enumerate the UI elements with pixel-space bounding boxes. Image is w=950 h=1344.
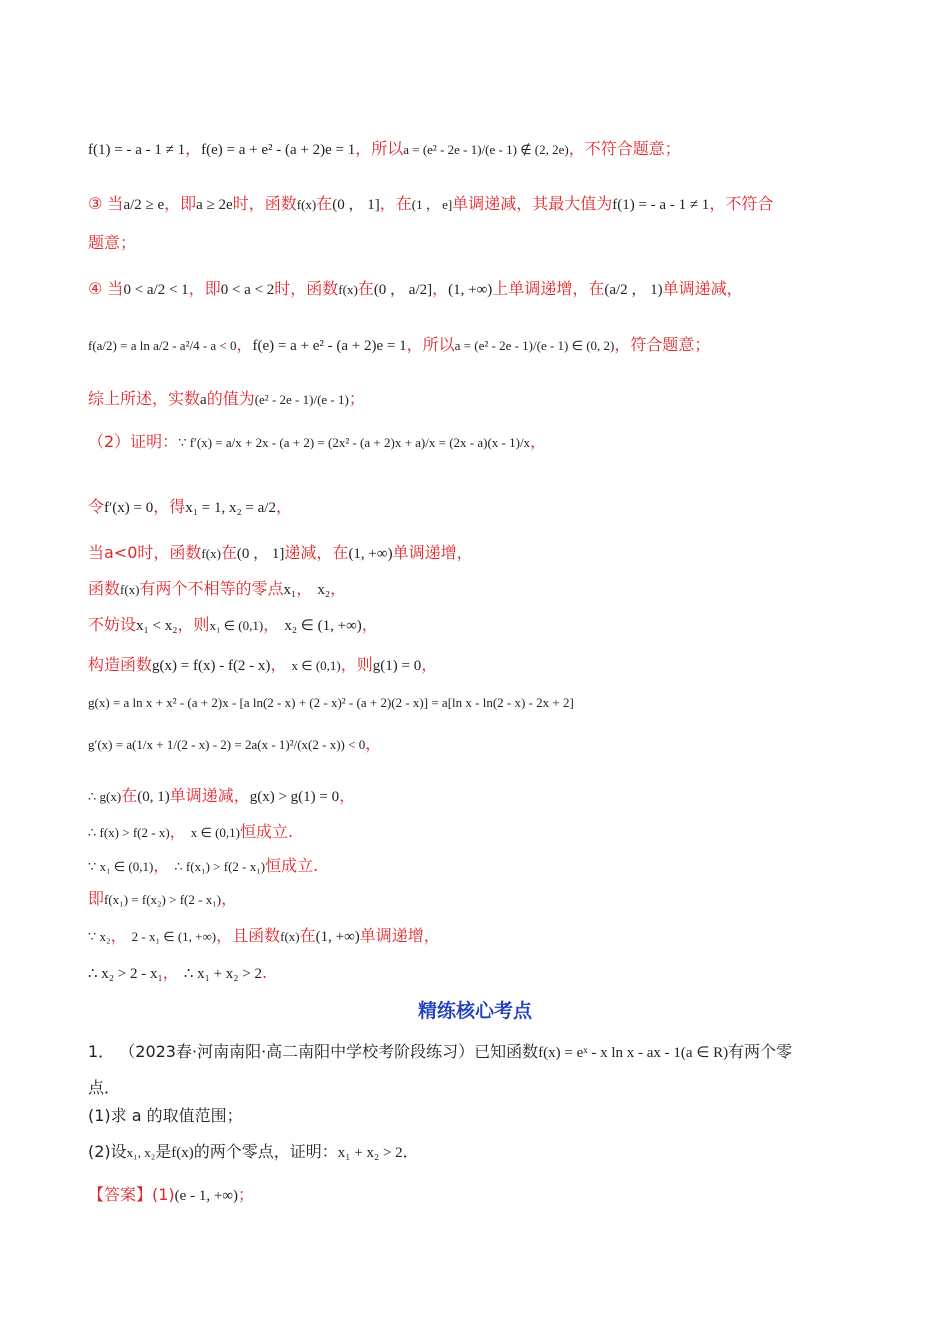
question-line xyxy=(88,1105,243,1127)
text-segment: 1． （2023春·河南南阳·高二南阳中学校考阶段练习）已知函数 xyxy=(88,1042,539,1061)
math-expression: (1 ， e] xyxy=(411,197,453,212)
math-expression: f(x) = eˣ - x ln x - ax - 1(a ∈ R) xyxy=(538,1045,729,1061)
text-segment: 上单调递增，在 xyxy=(492,279,605,298)
text-segment: . xyxy=(261,963,268,982)
math-expression: f(a/2) = a ln a/2 - a²/4 - a < 0 xyxy=(88,338,237,353)
text-segment: 函数 xyxy=(88,579,121,598)
text-segment: ， xyxy=(162,963,184,982)
text-segment: ， xyxy=(270,655,292,674)
text-segment: ③ 当 xyxy=(88,194,124,213)
solution-line xyxy=(88,232,136,254)
solution-line xyxy=(88,888,237,911)
question-line xyxy=(88,1141,419,1164)
math-expression: a = (e² - 2e - 1)/(e - 1) ∈ (0, 2) xyxy=(454,338,615,353)
math-expression: a xyxy=(200,392,207,408)
math-expression: x ∈ (0,1) xyxy=(190,825,240,840)
math-expression: x₁ + x₂ > 2 xyxy=(337,1145,403,1161)
math-expression: f(x) xyxy=(338,282,358,297)
math-expression: g(x) > g(1) = 0 xyxy=(249,789,340,805)
text-segment: ， xyxy=(221,889,238,908)
text-segment: 时，函数 xyxy=(232,194,297,213)
text-segment: ，在 xyxy=(379,194,412,213)
text-segment: 不妨设 xyxy=(88,615,137,634)
text-segment: ， xyxy=(236,335,253,354)
text-segment: 当a<0时，函数 xyxy=(88,543,202,562)
text-segment: 递减，在 xyxy=(284,543,349,562)
question-line xyxy=(88,1184,254,1207)
text-segment: ， xyxy=(110,926,132,945)
math-expression: ∴ x₂ > 2 - x₁ xyxy=(88,966,163,982)
math-expression: 0 < a/2 < 1 xyxy=(123,282,189,298)
math-expression: (a/2 ， 1) xyxy=(604,282,663,298)
solution-line xyxy=(88,542,473,565)
solution-line xyxy=(88,654,437,677)
text-segment: 恒成立. xyxy=(239,822,294,841)
text-segment: ； xyxy=(237,1185,254,1204)
text-segment: ， xyxy=(530,432,547,451)
math-expression: (e² - 2e - 1)/(e - 1) xyxy=(254,392,349,407)
math-expression: (1, +∞) xyxy=(315,929,360,945)
math-expression: f(x) xyxy=(120,582,140,597)
text-segment: ， xyxy=(421,655,438,674)
math-expression: (0, 1) xyxy=(137,789,170,805)
text-segment: ，即 xyxy=(164,194,197,213)
text-segment: 的两个零点，证明： xyxy=(193,1142,338,1161)
solution-line xyxy=(88,614,378,637)
text-segment: 在 xyxy=(316,194,333,213)
text-segment: 单调递增， xyxy=(392,543,473,562)
text-segment: （2）证明： xyxy=(88,432,179,451)
solution-line xyxy=(88,278,743,301)
math-expression: ∴ f(x₁) > f(2 - x₁) xyxy=(174,859,266,874)
text-segment: ， xyxy=(263,615,285,634)
text-segment: 的值为 xyxy=(206,389,255,408)
math-expression: ∴ f(x) > f(2 - x) xyxy=(88,825,170,840)
solution-line xyxy=(88,821,293,844)
solution-line xyxy=(88,925,440,948)
solution-line xyxy=(88,733,381,756)
solution-line xyxy=(88,496,292,519)
math-expression: g(x) = a ln x + x² - (a + 2)x - [a ln(2 - x) + (2 - x)² - (a + 2)(2 - x)] = a[ln x - ln(2 - x) - 2x + 2] xyxy=(88,695,574,710)
text-segment: 即 xyxy=(88,889,105,908)
text-segment: ，符合题意； xyxy=(614,335,711,354)
math-expression: x₁ ∈ (0,1) xyxy=(209,618,264,633)
text-segment: ， xyxy=(185,139,202,158)
text-segment: ，所以 xyxy=(355,139,404,158)
math-expression: ∵ x₁ ∈ (0,1) xyxy=(88,859,154,874)
math-expression: f(x) xyxy=(171,1145,194,1161)
math-expression: f(1) = - a - 1 ≠ 1 xyxy=(612,197,710,213)
math-expression: f(1) = - a - 1 ≠ 1 xyxy=(88,142,186,158)
text-segment: 在 xyxy=(121,786,138,805)
text-segment: 有两个不相等的零点 xyxy=(139,579,284,598)
math-expression: x₁, x₂ xyxy=(126,1145,156,1160)
math-expression: f(x₁) = f(x₂) > f(2 - x₁) xyxy=(104,892,222,907)
section-title: 精练核心考点 xyxy=(417,1000,532,1022)
text-segment: ，所以 xyxy=(406,335,455,354)
question-line xyxy=(88,1041,792,1064)
math-expression: (0 ， 1] xyxy=(236,546,285,562)
math-expression: g(x) = f(x) - f(2 - x) xyxy=(152,658,271,674)
text-segment: ，即 xyxy=(188,279,221,298)
math-expression: (1, +∞) xyxy=(448,282,493,298)
text-segment: 在 xyxy=(299,926,316,945)
math-expression: ∴ x₁ + x₂ > 2 xyxy=(183,966,262,982)
solution-line xyxy=(88,691,574,714)
math-expression: a ≥ 2e xyxy=(196,197,233,213)
text-segment: 是 xyxy=(155,1142,172,1161)
math-expression: x₂ ∈ (1, +∞) xyxy=(284,618,362,634)
text-segment: 单调递增， xyxy=(359,926,440,945)
math-expression: g′(x) = a(1/x + 1/(2 - x) - 2) = 2a(x - 1)²/(x(2 - x)) < 0 xyxy=(88,737,366,752)
math-expression: f(x) xyxy=(296,197,317,212)
solution-line xyxy=(88,193,773,216)
text-segment: ． xyxy=(402,1142,419,1161)
solution-line xyxy=(88,431,546,454)
text-segment: ， xyxy=(432,279,449,298)
text-segment: ， xyxy=(330,579,347,598)
math-expression: (1, +∞) xyxy=(348,546,393,562)
math-expression: a = (e² - 2e - 1)/(e - 1) ∉ (2, 2e) xyxy=(403,142,569,157)
math-expression: x₁ = 1, x₂ = a/2 xyxy=(185,500,276,516)
text-segment: 有两个零 xyxy=(728,1042,793,1061)
text-segment: (1)求 a 的取值范围； xyxy=(88,1106,243,1125)
text-segment: ， xyxy=(361,615,378,634)
math-expression: x₂ xyxy=(317,582,331,598)
question-line xyxy=(88,1077,120,1099)
text-segment: 综上所述，实数 xyxy=(88,389,201,408)
solution-line xyxy=(88,138,681,161)
solution-line xyxy=(88,388,365,411)
math-expression: 0 < a < 2 xyxy=(220,282,275,298)
text-segment: 时，函数 xyxy=(274,279,339,298)
math-expression: f(e) = a + e² - (a + 2)e = 1 xyxy=(201,142,356,158)
text-segment: 单调递减， xyxy=(662,279,743,298)
math-expression: x₁ xyxy=(283,582,297,598)
solution-line xyxy=(88,578,346,601)
text-segment: 单调递减，其最大值为 xyxy=(452,194,613,213)
math-expression: ∵ x₂ xyxy=(88,929,111,944)
math-expression: (0 ， a/2] xyxy=(373,282,433,298)
text-segment: ； xyxy=(348,389,365,408)
text-segment: ， xyxy=(365,734,382,753)
solution-line xyxy=(88,334,710,357)
text-segment: 在 xyxy=(220,543,237,562)
solution-line xyxy=(88,962,267,985)
text-segment: 令 xyxy=(88,497,105,516)
solution-line xyxy=(88,855,318,878)
text-segment: 题意； xyxy=(88,233,137,252)
text-segment: 【答案】(1) xyxy=(88,1185,175,1204)
text-segment: ，得 xyxy=(153,497,186,516)
math-expression: 2 - x₁ ∈ (1, +∞) xyxy=(131,929,217,944)
math-expression: f′(x) = 0 xyxy=(104,500,154,516)
text-segment: ，不符合 xyxy=(709,194,774,213)
text-segment: 在 xyxy=(357,279,374,298)
text-segment: ，且函数 xyxy=(216,926,281,945)
math-expression: f(e) = a + e² - (a + 2)e = 1 xyxy=(252,338,407,354)
text-segment: ， xyxy=(296,579,318,598)
math-expression: f(x) xyxy=(280,929,300,944)
text-segment: ，则 xyxy=(340,655,373,674)
math-expression: x₁ < x₂ xyxy=(136,618,178,634)
solution-line xyxy=(88,785,355,808)
math-expression: g(1) = 0 xyxy=(372,658,422,674)
math-expression: ∴ g(x) xyxy=(88,789,122,804)
math-expression: (0 ， 1] xyxy=(332,197,380,213)
text-segment: (2)设 xyxy=(88,1142,127,1161)
text-segment: ， xyxy=(169,822,191,841)
text-segment: ， xyxy=(153,856,175,875)
text-segment: ，则 xyxy=(177,615,210,634)
math-expression: f(x) xyxy=(201,546,221,561)
text-segment: ， xyxy=(275,497,292,516)
text-segment: 恒成立. xyxy=(265,856,319,875)
text-segment: ④ 当 xyxy=(88,279,124,298)
text-segment: 点． xyxy=(88,1078,121,1097)
math-expression: a/2 ≥ e xyxy=(123,197,165,213)
text-segment: 构造函数 xyxy=(88,655,153,674)
math-expression: (e - 1, +∞) xyxy=(174,1188,238,1204)
math-expression: x ∈ (0,1) xyxy=(291,658,341,673)
text-segment: 单调递减， xyxy=(169,786,250,805)
math-expression: ∵ f′(x) = a/x + 2x - (a + 2) = (2x² - (a + 2)x + a)/x = (2x - a)(x - 1)/x xyxy=(178,435,531,450)
text-segment: ， xyxy=(339,786,356,805)
text-segment: ，不符合题意； xyxy=(568,139,681,158)
